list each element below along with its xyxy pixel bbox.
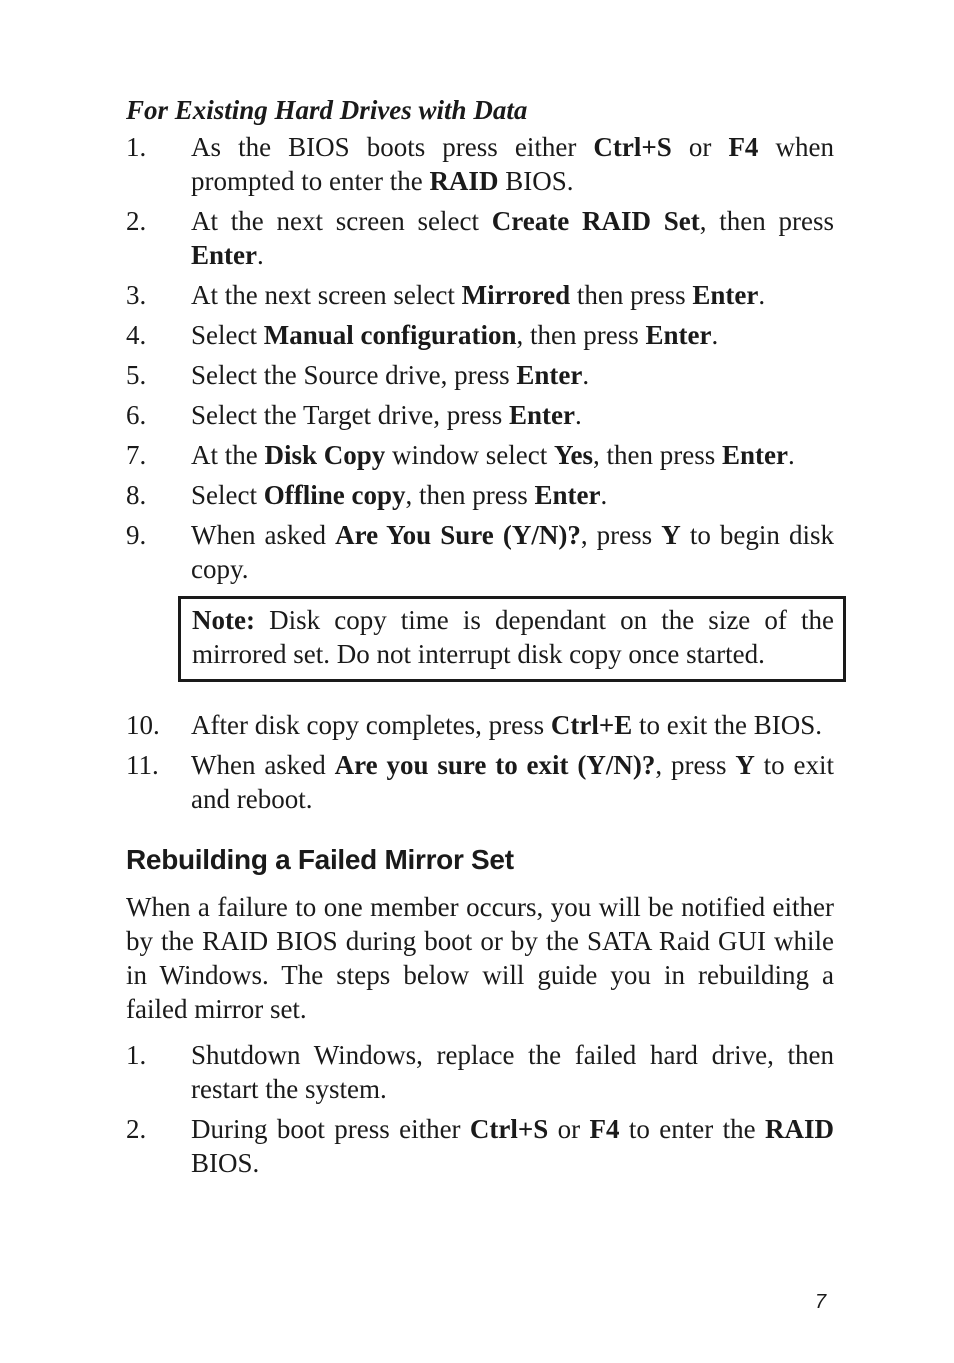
steps-list-continued: [126, 708, 834, 816]
step-text: [191, 478, 834, 512]
text-run: Select the Target drive, press: [191, 400, 510, 430]
note-label: Note:: [192, 605, 255, 635]
step-text: [191, 398, 834, 432]
list-item: [126, 708, 834, 742]
intro-paragraph: When a failure to one member occurs, you will be notified either by the RAID BIOS during boot or by the SATA Raid GUI while in Windows. The steps below will guide you in rebuilding a failed mirror set.: [126, 892, 834, 1024]
text-run: , press: [580, 520, 662, 550]
bold-term: Create RAID Set: [491, 206, 700, 236]
step-text: [191, 318, 834, 352]
text-run: , then press: [516, 320, 646, 350]
text-run: BIOS.: [191, 1148, 260, 1178]
step-number: 5.: [126, 360, 147, 390]
text-run: then press: [570, 280, 693, 310]
text-run: Select the Source drive, press: [191, 360, 517, 390]
text-run: , then press: [405, 480, 535, 510]
bold-term: Yes: [554, 440, 594, 470]
bold-term: Enter: [722, 440, 788, 470]
step-text: [191, 1038, 834, 1106]
list-item: [126, 1038, 834, 1106]
bold-term: Mirrored: [461, 280, 571, 310]
bold-term: Y: [735, 750, 755, 780]
bold-term: RAID: [764, 1114, 834, 1144]
list-item: [126, 204, 834, 272]
step-text: [191, 708, 834, 742]
step-number: 9.: [126, 520, 147, 550]
bold-term: Y: [661, 520, 681, 550]
list-item: [126, 518, 834, 586]
step-text: [191, 204, 834, 272]
step-number: 6.: [126, 400, 147, 430]
text-run: or: [548, 1114, 590, 1144]
text-run: Select: [191, 320, 264, 350]
bold-term: Disk Copy: [264, 440, 386, 470]
bold-term: Are You Sure (Y/N)?: [335, 520, 581, 550]
step-number: 10.: [126, 710, 160, 740]
bold-term: RAID: [429, 166, 499, 196]
rebuild-steps-list: [126, 1038, 834, 1180]
list-item: [126, 278, 834, 312]
step-number: 8.: [126, 480, 147, 510]
text-run: to enter the: [619, 1114, 765, 1144]
note-box: [178, 596, 846, 682]
bold-term: Enter: [692, 280, 759, 310]
list-item: [126, 358, 834, 392]
text-run: to begin disk copy.: [191, 520, 834, 584]
text-run: .: [787, 440, 795, 470]
text-run: At the: [191, 440, 265, 470]
text-run: , then press: [699, 206, 834, 236]
text-run: or: [671, 132, 729, 162]
bold-term: Enter: [509, 400, 575, 430]
text-run: .: [582, 360, 590, 390]
text-run: window select: [385, 440, 555, 470]
bold-term: Ctrl+E: [550, 710, 633, 740]
step-number: 1.: [126, 132, 147, 162]
text-run: After disk copy completes, press: [191, 710, 551, 740]
bold-term: Enter: [516, 360, 583, 390]
page-number: 7: [815, 1291, 827, 1313]
step-text: [191, 130, 834, 198]
list-item: [126, 398, 834, 432]
bold-term: Ctrl+S: [469, 1114, 549, 1144]
step-number: 2.: [126, 1114, 147, 1144]
subheading: For Existing Hard Drives with Data: [126, 95, 528, 125]
step-text: [191, 518, 834, 586]
step-number: 1.: [126, 1040, 147, 1070]
text-run: BIOS.: [498, 166, 574, 196]
text-run: .: [758, 280, 766, 310]
step-text: [191, 438, 834, 472]
step-number: 4.: [126, 320, 147, 350]
text-run: .: [711, 320, 719, 350]
bold-term: Offline copy: [263, 480, 406, 510]
text-run: to exit the BIOS.: [632, 710, 823, 740]
bold-term: Enter: [534, 480, 601, 510]
step-number: 3.: [126, 280, 147, 310]
step-text: [191, 748, 834, 816]
text-run: As the BIOS boots press either: [191, 132, 594, 162]
page-content: [126, 92, 834, 1186]
bold-term: Enter: [191, 240, 257, 270]
section-title: Rebuilding a Failed Mirror Set: [126, 844, 514, 875]
text-run: When asked: [191, 750, 335, 780]
step-number: 2.: [126, 206, 147, 236]
step-text: [191, 278, 834, 312]
list-item: [126, 478, 834, 512]
text-run: At the next screen select: [191, 206, 492, 236]
list-item: [126, 438, 834, 472]
text-run: Select: [191, 480, 264, 510]
text-run: .: [256, 240, 264, 270]
list-item: [126, 130, 834, 198]
step-text: [191, 1112, 834, 1180]
bold-term: Are you sure to exit (Y/N)?: [334, 750, 656, 780]
step-number: 11.: [126, 750, 159, 780]
step-text: [191, 358, 834, 392]
bold-term: F4: [589, 1114, 620, 1144]
text-run: , press: [655, 750, 736, 780]
text-run: .: [600, 480, 608, 510]
text-run: At the next screen select: [191, 280, 462, 310]
bold-term: Manual configuration: [263, 320, 517, 350]
text-run: when prompted to enter the: [191, 132, 834, 196]
text-run: When asked: [191, 520, 336, 550]
step-number: 7.: [126, 440, 147, 470]
text-run: Shutdown Windows, replace the failed hard drive, then restart the system.: [191, 1040, 834, 1104]
note-text: Disk copy time is dependant on the size of the mirrored set. Do not interrupt disk copy once started.: [192, 605, 834, 669]
text-run: .: [575, 400, 582, 430]
list-item: [126, 1112, 834, 1180]
text-run: During boot press either: [191, 1114, 470, 1144]
list-item: [126, 318, 834, 352]
list-item: [126, 748, 834, 816]
bold-term: Enter: [645, 320, 712, 350]
text-run: to exit and reboot.: [191, 750, 834, 814]
text-run: , then press: [593, 440, 722, 470]
bold-term: Ctrl+S: [593, 132, 672, 162]
steps-list: [126, 130, 834, 586]
bold-term: F4: [728, 132, 759, 162]
